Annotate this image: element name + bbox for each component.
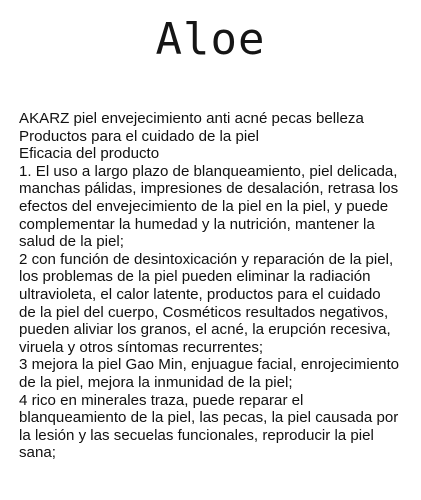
text-line: de la piel del cuerpo, Cosméticos resultados negativos, bbox=[19, 303, 389, 321]
text-line: manchas pálidas, impresiones de desalación, retrasa los bbox=[19, 180, 399, 198]
text-line: la lesión y las secuelas funcionales, reproducir la piel bbox=[19, 426, 374, 444]
page-title: Aloe bbox=[155, 14, 266, 65]
text-line: 3 mejora la piel Gao Min, enjuague facial, enrojecimiento bbox=[19, 356, 400, 374]
text-line: Eficacia del producto bbox=[19, 145, 160, 163]
text-line: los problemas de la piel pueden eliminar la radiación bbox=[19, 268, 371, 286]
text-line: ultravioleta, el calor latente, productos para el cuidado bbox=[19, 285, 381, 303]
text-line: AKARZ piel envejecimiento anti acné pecas belleza bbox=[19, 110, 364, 127]
text-line: pueden aliviar los granos, el acné, la erupción recesiva, bbox=[19, 321, 391, 339]
text-line: 4 rico en minerales traza, puede reparar el bbox=[19, 391, 304, 409]
text-line: Productos para el cuidado de la piel bbox=[19, 127, 259, 145]
text-line: blanqueamiento de la piel, las pecas, la piel causada por bbox=[19, 409, 399, 427]
text-line: 1. El uso a largo plazo de blanqueamiento, piel delicada, bbox=[19, 162, 398, 180]
text-line: sana; bbox=[19, 444, 56, 462]
text-line: de la piel, mejora la inmunidad de la piel; bbox=[19, 373, 293, 391]
text-line: viruela y otros síntomas recurrentes; bbox=[19, 338, 264, 356]
text-line: complementar la humedad y la nutrición, mantener la bbox=[19, 215, 375, 233]
text-line: 2 con función de desintoxicación y reparación de la piel, bbox=[19, 250, 394, 268]
product-description bbox=[19, 110, 417, 462]
text-line: efectos del envejecimiento de la piel en la piel, y puede bbox=[19, 197, 389, 215]
text-line: salud de la piel; bbox=[19, 233, 124, 251]
